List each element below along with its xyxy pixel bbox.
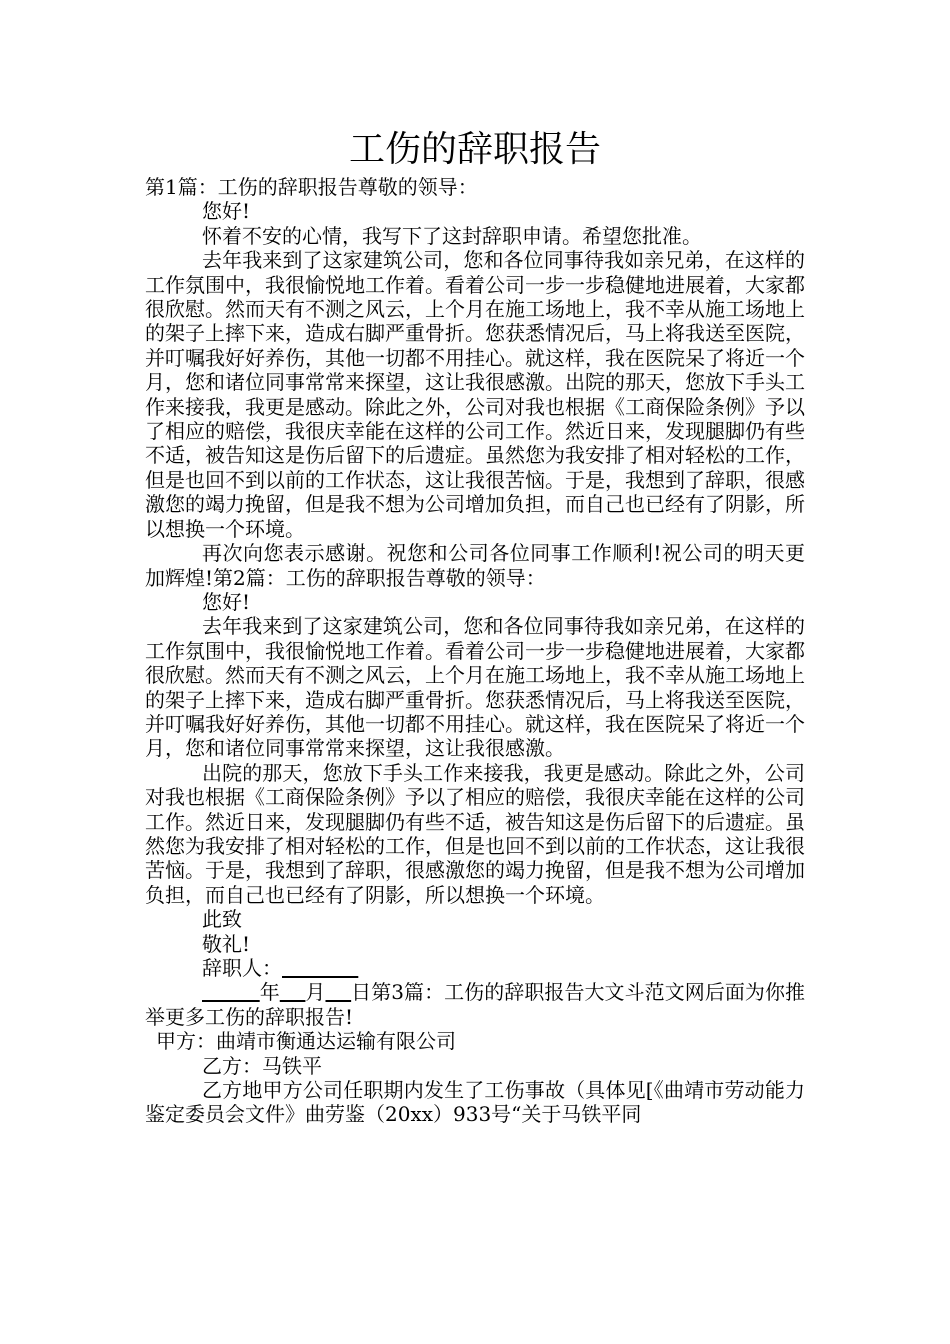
date-blank-day	[325, 980, 351, 1004]
date-month-label: 月	[305, 980, 326, 1005]
document-body	[145, 175, 805, 1127]
paragraph-3: 怀着不安的心情，我写下了这封辞职申请。希望您批准。	[202, 223, 702, 248]
signature-label: 辞职人：	[202, 956, 282, 980]
date-blank-month	[280, 980, 306, 1004]
paragraph-1: 第1篇：工伤的辞职报告尊敬的领导：	[145, 175, 478, 199]
paragraph-5: 再次向您表示感谢。祝您和公司各位同事工作顺利!祝公司的明天更加辉煌!第2篇：工伤的辞职报告尊敬的领导：	[145, 541, 805, 590]
signature-blank	[282, 956, 358, 980]
date-blank-year	[202, 980, 260, 1004]
paragraph-15: 乙方地甲方公司任职期内发生了工伤事故（具体见[《曲靖市劳动能力鉴定委员会文件》曲劳鉴（20xx）933号“关于马铁平同	[145, 1078, 805, 1127]
paragraph-closing-1: 此致	[202, 907, 242, 932]
paragraph-7: 去年我来到了这家建筑公司，您和各位同事待我如亲兄弟，在这样的工作氛围中，我很愉悦地工作着。看着公司一步一步稳健地进展着，大家都很欣慰。然而天有不测之风云，上个月在施工场地上，我不幸从施工场地上的架子上摔下来，造成右脚严重骨折。您获悉情况后，马上将我送至医院，并叮嘱我好好养伤，其他一切都不用挂心。就这样，我在医院呆了将近一个月，您和诸位同事常常来探望，这让我很感激。	[145, 614, 805, 761]
date-rest-text: 日第3篇：工伤的辞职报告大文斗范文网后面为你推举更多工伤的辞职报告!	[145, 980, 806, 1029]
paragraph-8: 出院的那天，您放下手头工作来接我，我更是感动。除此之外，公司对我也根据《工商保险条例》予以了相应的赔偿，我很庆幸能在这样的公司工作。然近日来，发现腿脚仍有些不适，被告知这是伤后留下的后遗症。虽然您为我安排了相对轻松的工作，但是也回不到以前的工作状态，这让我很苦恼。于是，我想到了辞职，很感激您的竭力挽留，但是我不想为公司增加负担，而自己也已经有了阴影，所以想换一个环境。	[145, 760, 805, 907]
paragraph-2: 您好!	[202, 199, 251, 224]
document-title: 工伤的辞职报告	[348, 129, 601, 170]
paragraph-6: 您好!	[202, 589, 251, 614]
paragraph-4: 去年我来到了这家建筑公司，您和各位同事待我如亲兄弟，在这样的工作氛围中，我很愉悦地工作着。看着公司一步一步稳健地进展着，大家都很欣慰。然而天有不测之风云，上个月在施工场地上，我不幸从施工场地上的架子上摔下来，造成右脚严重骨折。您获悉情况后，马上将我送至医院，并叮嘱我好好养伤，其他一切都不用挂心。就这样，我在医院呆了将近一个月，您和诸位同事常常来探望，这让我很感激。出院的那天，您放下手头工作来接我，我更是感动。除此之外，公司对我也根据《工商保险条例》予以了相应的赔偿，我很庆幸能在这样的公司工作。然近日来，发现腿脚仍有些不适，被告知这是伤后留下的后遗症。虽然您为我安排了相对轻松的工作，但是也回不到以前的工作状态，这让我很苦恼。于是，我想到了辞职，很感激您的竭力挽留，但是我不想为公司增加负担，而自己也已经有了阴影，所以想换一个环境。	[145, 248, 805, 541]
date-line	[145, 980, 805, 1029]
paragraph-closing-2: 敬礼!	[202, 931, 251, 956]
party-b: 乙方：马铁平	[202, 1053, 322, 1078]
date-year-label: 年	[259, 980, 280, 1005]
signature-line	[145, 956, 805, 980]
party-a: 甲方：曲靖市衡通达运输有限公司	[156, 1029, 456, 1054]
